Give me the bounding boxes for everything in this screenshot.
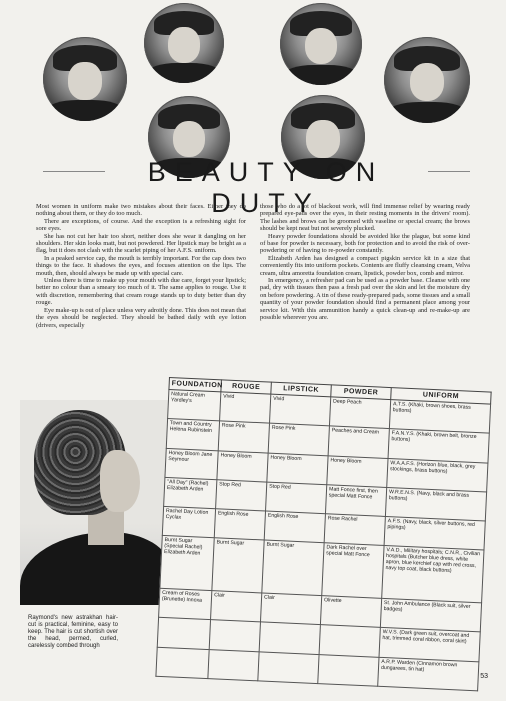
table-cell: Vivid xyxy=(220,392,271,424)
paragraph: In a peaked service cap, the mouth is terribly important. For the cap does two things to the face. It shadows the eyes, and focuses attention on the lips. The mouth, then, should always be made up with special care. xyxy=(36,254,246,277)
header-powder: POWDER xyxy=(331,385,391,400)
table-cell: Burnt Sugar xyxy=(262,540,324,595)
table-cell: Honey Bloom xyxy=(217,450,268,482)
table-cell: A.R.P. Warden (Cinnamon brown dungarees, tin hat) xyxy=(378,657,479,691)
table-cell: English Rose xyxy=(264,511,325,543)
table-cell xyxy=(157,618,210,650)
table-cell: "All Day" (Rachel) Elizabeth Arden xyxy=(164,477,217,509)
beauty-table xyxy=(155,377,491,691)
table-cell: Deep Peach xyxy=(329,397,390,429)
table-cell: A.T.S. (Khaki, brown shoes, brass buttons) xyxy=(389,400,490,434)
table-cell xyxy=(208,649,259,681)
table-cell xyxy=(156,647,209,679)
portrait-photo-4 xyxy=(384,37,470,123)
paragraph: In emergency, a refresher pad can be used as a powder base. Cleanse with one pad, dry with tissues then pass a fresh pad over the skin and let the moisture dry on before powdering. A tin of these ready-prepared pads, some tissues and a small quantity of your powder foundation should find a permanent place among your service kit. With this ammunition handy a quick clean-up and re-make-up are possible wherever you are. xyxy=(260,277,470,322)
table-cell: Clair xyxy=(260,593,321,625)
paragraph: Heavy powder foundations should be avoided like the plague, but some kind of base for powder is necessary, both for protection and to avoid the risk of over-powdering or of having to re-powder constantly. xyxy=(260,232,470,255)
article-left-column xyxy=(36,203,246,329)
paragraph: Eye make-up is out of place unless very adroitly done. This does not mean that the eyes should be neglected. They should be bathed daily with eye lotion (drivers, especially xyxy=(36,306,246,329)
table-cell: Burnt Sugar (Special Rachel) Elizabeth Arden xyxy=(160,536,214,591)
paragraph: There are exceptions, of course. And the exception is a refreshing sight for sore eyes. xyxy=(36,217,246,233)
table-cell: Stop Red xyxy=(216,480,267,512)
table-cell: Honey Bloom Jane Seymour xyxy=(165,448,218,480)
table-cell: English Rose xyxy=(214,509,265,541)
portrait-photo-2 xyxy=(144,3,224,83)
page-number: 53 xyxy=(480,673,488,680)
table-cell xyxy=(258,652,319,684)
table-cell: Rose Pink xyxy=(268,423,329,455)
portrait-photo-3 xyxy=(280,3,362,85)
table-cell: W.R.E.N.S. (Navy, black and brass buttons) xyxy=(385,487,486,521)
header-uniform: UNIFORM xyxy=(391,388,491,405)
portrait-photo-1 xyxy=(43,37,127,121)
table-cell: St. John Ambulance (Black suit, silver badges) xyxy=(380,598,481,632)
table-cell: Vivid xyxy=(269,394,330,426)
table-cell: F.A.N.Y.S. (Khaki, brown belt, bronze buttons) xyxy=(388,429,489,463)
paragraph: Elizabeth Arden has designed a compact pigskin service kit in a size that conveniently fits into uniform pockets. Contents are fluffy cleansing cream, Velva cream, ultra amoretta foundation cream, lipstick, powder box, comb and mirror. xyxy=(260,254,470,277)
header-foundation: FOUNDATION xyxy=(169,378,221,392)
table-cell xyxy=(318,654,379,686)
table-cell: Dark Rachel over special Matt Fonce xyxy=(322,543,384,598)
table-cell: W.A.A.F.S. (Horizon blue, black, grey stockings, brass buttons) xyxy=(387,458,488,492)
table-cell: Stop Red xyxy=(266,482,327,514)
paragraph: Most women in uniform make two mistakes about their faces. Either they do nothing about them, or they do too much. xyxy=(36,203,246,218)
table-cell: Honey Bloom xyxy=(327,455,388,487)
table-cell: Rachel Day Lotion Cyclax xyxy=(162,507,215,539)
table-cell xyxy=(209,620,260,652)
page-title: BEAUTY ON DUTY xyxy=(147,157,385,218)
table-cell: Natural Cream Yardley's xyxy=(168,390,221,422)
hairstyle-photo xyxy=(20,400,180,605)
table-cell: Burnt Sugar xyxy=(212,538,264,593)
table-cell xyxy=(319,625,380,657)
table-cell: Clair xyxy=(211,591,262,623)
table-cell: W.V.S. (Dark green suit, overcoat and hat, trimmed coral ribbon, coral skirt) xyxy=(379,628,480,662)
table-cell: Town and Country Helena Rubinstein xyxy=(166,419,219,451)
table-cell: A.F.S. (Navy, black, silver buttons, red pipings) xyxy=(384,517,485,551)
paragraph: She has not cut her hair too short, neither does she wear it dangling on her shoulders. Her skin looks matt, but not powdered. Her lipstick may be bright as a flag, but it does not clash with the scarlet piping of her A.F.S. uniform. xyxy=(36,232,246,255)
table-cell: Rose Rachel xyxy=(324,514,385,546)
beauty-chart xyxy=(155,377,491,701)
table-cell: Peaches and Cream xyxy=(328,426,389,458)
paragraph: Unless there is time to make up your mouth with due care, forget your lipstick; better no colour than a smeary too much of it. The same applies to rouge. Use it with discretion, remembering that cream rouge stands up to duty better than dry rouge. xyxy=(36,277,246,307)
table-cell: Honey Bloom xyxy=(267,453,328,485)
table-cell: V.A.D., Military hospitals; C.N.R., Civilian hospitals (Butcher blue dress, white apron, blue kerchief cap with red cross, navy top coat, black buttons) xyxy=(382,546,484,603)
header-lipstick: LIPSTICK xyxy=(271,382,331,397)
table-cell: Olivette xyxy=(320,596,381,628)
table-cell: Rose Pink xyxy=(218,421,269,453)
article-right-column xyxy=(260,203,470,322)
table-cell xyxy=(259,622,320,654)
table-cell: Matt Fonce first, then special Matt Fonce xyxy=(325,485,386,517)
table-cell: Cream of Roses (Brunette) Innoxa xyxy=(159,588,212,620)
header-rouge: ROUGE xyxy=(221,380,271,394)
paragraph: those who do a lot of blackout work, will find immense relief by wearing ready prepared eye-pads over the eyes, in their resting moments in the drivers' room). The lashes and brows can be groomed with vaseline or special cream; the brows should be kept neat but not severely plucked. xyxy=(260,203,470,233)
photo-caption: Raymond's new astrakhan hair-cut is practical, feminine, easy to keep. The hair is cut shortish over the head, permed, curled, carelessly combed through xyxy=(28,615,118,649)
